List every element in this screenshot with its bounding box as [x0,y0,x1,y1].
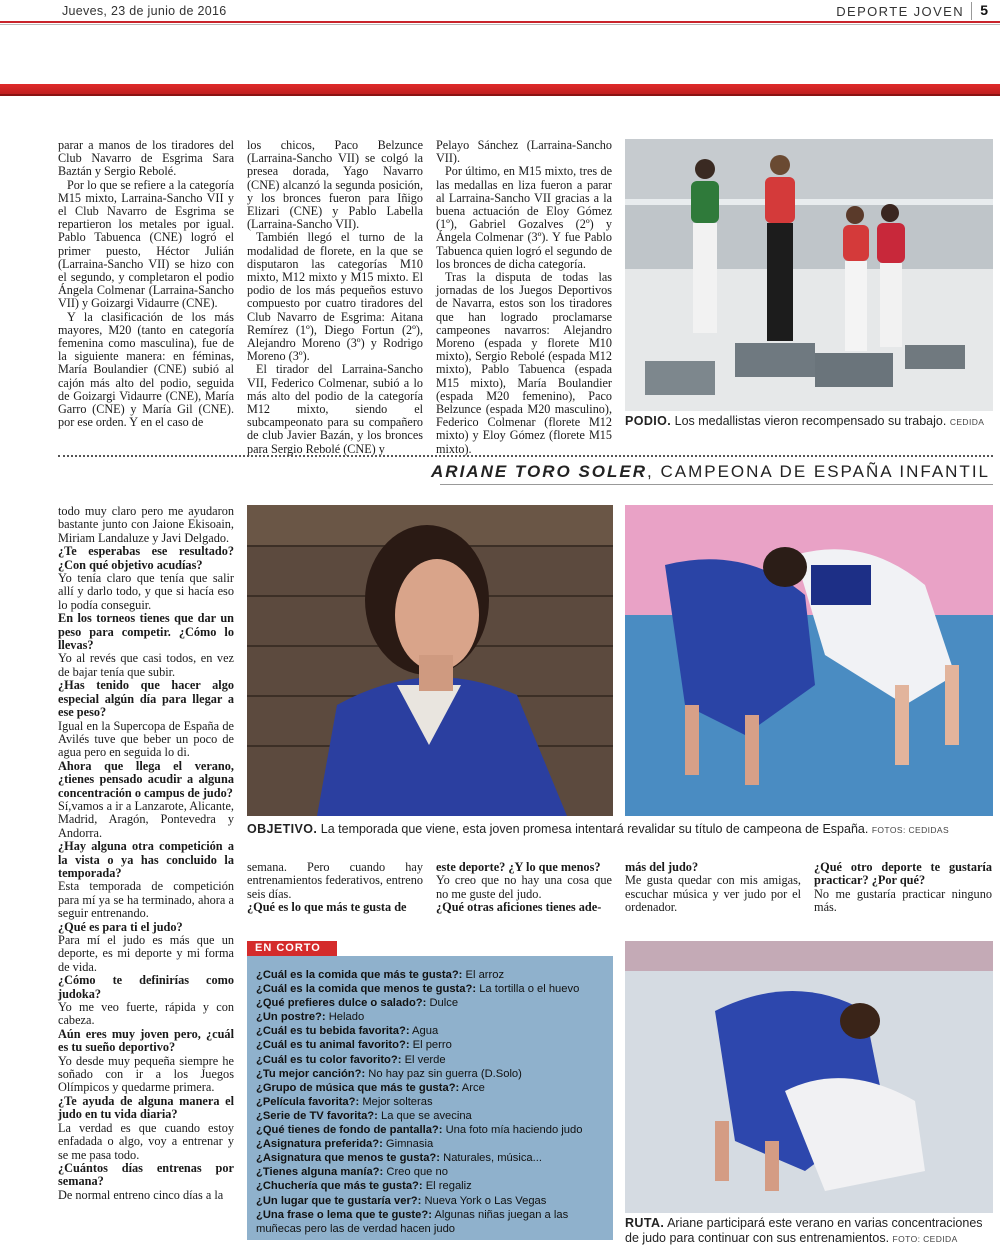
portrait-photo [247,505,613,816]
en-corto-item [256,1123,605,1137]
page-header [0,0,1000,26]
en-corto-box [247,956,613,1240]
interview-question: ¿Qué otro deporte te gustaría practicar? ¿Por qué? [814,860,992,888]
podium-photo [625,139,993,411]
en-corto-question: ¿Tu mejor canción?: [256,1067,366,1080]
en-corto-item [256,982,605,996]
en-corto-question: ¿Una frase o lema que te guste?: [256,1208,432,1221]
en-corto-item [256,1095,605,1109]
caption-label: OBJETIVO. [247,822,318,836]
caption-text: Ariane participará este verano en varias concentraciones de judo para continuar con sus entrenamientos. [625,1216,983,1245]
headline-subtitle: , CAMPEONA DE ESPAÑA INFANTIL [647,462,990,481]
en-corto-answer: El verde [404,1053,446,1066]
interview-column-1 [58,505,234,1202]
ruta-caption [625,1216,993,1246]
paragraph: Tras la disputa de todas las jornadas de los Juegos Deportivos de Navarra, estos son los tiradores que han logrado proclamarse campeones navarros: Alejandro Moreno (espada y florete M10 mixto), Sergio Rebolé (espada M12 mixto), Pablo Tabuenca (espada M15 mixto), María Boulandier (espada M20 femenino), Paco Belzunce (espada M20 masculino), Federico Colmenar (florete M12 mixto) y Eloy Gómez (florete M15 mixto). [436,270,612,456]
interview-question: Ahora que llega el verano, ¿tienes pensado acudir a alguna concentración o campus de judo? [58,758,234,800]
en-corto-question: ¿Un lugar que te gustaría ver?: [256,1194,422,1207]
interview-answer: Yo al revés que casi todos, en vez de bajar tenía que subir. [58,651,234,679]
header-rule-thin [0,24,1000,25]
interview-answer: Igual en la Supercopa de España de Avilés tuve que beber un poco de agua pero en seguida lo di. [58,718,234,760]
en-corto-item [256,996,605,1010]
en-corto-item [256,1137,605,1151]
en-corto-question: ¿Cuál es tu animal favorito?: [256,1039,410,1052]
paragraph: También llegó el turno de la modalidad de florete, en la que se disputaron las categorías M10 mixto, M12 mixto y M15 mixto. El podio de los más pequeños estuvo compuesto por cuatro tiradores del Club Navarro de Esgrima: Aitana Remírez (1º), Diego Fortun (2º), Alejandro Moreno (3º) y Rodrigo Moreno (3º). [247,230,423,364]
paragraph: Por lo que se refiere a la categoría M15 mixto, Larraina-Sancho VII y el Club Navarro de Esgrima se repartieron los metales por igual. Pablo Tabuenca (CNE) logró el primer puesto, Héctor Julián (Larraina-Sancho VII) se hizo con el segundo, y completaron el podio Ángela Colmenar (Larraina-Sancho VII) y Goizargi Vidaurre (CNE). [58,177,234,311]
interview-column-4 [625,861,801,915]
page-number: 5 [980,2,988,18]
caption-text: La temporada que viene, esta joven promesa intentará revalidar su título de campeona de España. [320,822,869,836]
section-divider [58,455,993,457]
interview-headline [431,462,990,482]
headline-rule [440,484,993,485]
article-column-1 [58,139,234,429]
photo-credit: CEDIDA [949,417,985,427]
en-corto-question: ¿Serie de TV favorita?: [256,1109,378,1122]
paragraph: Y la clasificación de los más mayores, M20 (tanto en categoría femenina como masculina), fue de la siguiente manera: en féminas, María Boulandier (CNE) subió al cajón más alto del podio, seguida de Goizargi Vidaurre (CNE), María Garro (CNE) y María Gil (CNE). por ese orden. Y en el caso de [58,309,234,430]
interview-column-3 [436,861,612,915]
en-corto-question: ¿Asignatura preferida?: [256,1138,383,1151]
interview-answer: Me gusta quedar con mis amigas, escuchar música y ver judo por el ordenador. [625,873,801,915]
en-corto-question: ¿Chuchería que más te gusta?: [256,1180,423,1193]
en-corto-question: ¿Un postre?: [256,1011,326,1024]
en-corto-answer: Mejor solteras [362,1095,433,1108]
paragraph: Pelayo Sánchez (Larraina-Sancho VII). [436,138,612,166]
interview-question: más del judo? [625,860,699,874]
en-corto-item [256,1024,605,1038]
en-corto-title: EN CORTO [247,941,337,956]
interview-question: ¿Qué es lo que más te gusta de [247,900,407,915]
interview-answer: Yo tenía claro que tenía que salir allí y darlo todo, y que si hacía eso lo podía conseguir. [58,571,234,612]
en-corto-question: ¿Película favorita?: [256,1095,360,1108]
en-corto-item [256,1053,605,1067]
interview-question: ¿Hay alguna otra competición a la vista o ya has concluido la temporada? [58,839,234,880]
en-corto-answer: El arroz [465,969,505,981]
en-corto-answer: Arce [461,1081,485,1094]
en-corto-question: ¿Qué prefieres dulce o salado?: [256,997,427,1010]
en-corto-answer: Helado [328,1011,365,1024]
interview-question: En los torneos tienes que dar un peso para competir. ¿Cómo lo llevas? [58,611,234,653]
interview-question: ¿Cómo te definirías como judoka? [58,973,234,1001]
interview-column-2 [247,861,423,915]
en-corto-answer: La tortilla o el huevo [479,983,580,996]
caption-label: RUTA. [625,1216,665,1230]
en-corto-answer: Gimnasia [385,1138,434,1151]
en-corto-answer: Naturales, música... [443,1152,542,1165]
photo-credit: FOTO: CEDIDA [892,1234,958,1244]
issue-date: Jueves, 23 de junio de 2016 [62,4,227,18]
en-corto-answer: La que se avecina [380,1109,472,1122]
header-rule [0,21,1000,23]
section-title: DEPORTE JOVEN [836,4,964,19]
en-corto-item [256,1179,605,1193]
interview-answer: La verdad es que cuando estoy enfadada o algo, voy a entrenar y se me pasa todo. [58,1120,234,1162]
interview-answer: Yo me veo fuerte, rápida y con cabeza. [58,1000,234,1028]
paragraph: El tirador del Larraina-Sancho VII, Federico Colmenar, subió a lo más alto del podio de la categoría M12 mixto, siendo el subcampeonato para su compañero de club Javier Bazán, y los bronces para Sergio Rebolé (CNE) y [247,362,423,456]
interview-question: ¿Cuántos días entrenas por semana? [58,1160,234,1189]
article-column-2 [247,139,423,456]
en-corto-answer: El perro [412,1039,452,1052]
paragraph: Por último, en M15 mixto, tres de las medallas en liza fueron a parar al Larraina-Sancho VII gracias a la buena actuación de Eloy Gómez (1º), Gabriel Gozalves (2º) y Ángela Colmenar (3º). Y fue Pablo Tabuenca quien logró el segundo de los bronces de dicha categoría. [436,164,612,271]
caption-text: Los medallistas vieron recompensado su trabajo. [674,414,947,428]
caption-label: PODIO. [625,414,672,428]
header-separator [971,2,972,20]
interview-question: ¿Has tenido que hacer algo especial algún día para llegar a ese peso? [58,678,234,720]
en-corto-item [256,1081,605,1095]
article-column-3 [436,139,612,456]
red-band [0,84,1000,96]
photo-credit: FOTOS: CEDIDAS [871,825,950,835]
objetivo-caption [247,822,993,836]
en-corto-item [256,968,605,982]
en-corto-answer: Una foto mía haciendo judo [445,1124,583,1137]
paragraph: los chicos, Paco Belzunce (Larraina-Sancho VII) se colgó la presea dorada, Yago Navarro (CNE) alcanzó la segunda posición, y los bronces fueron para Iñigo Elizari (CNE) y Pablo Labella (Larraina-Sancho VII). [247,138,423,232]
paragraph: parar a manos de los tiradores del Club Navarro de Esgrima Sara Baztán y Sergio Rebolé. [58,138,234,179]
en-corto-item [256,1067,605,1081]
interview-question: ¿Qué es para ti el judo? [58,919,183,934]
interview-answer: todo muy claro pero me ayudaron bastante junto con Jaione Ekisoain, Miriam Landaluze y Javi Delgado. [58,504,234,545]
en-corto-answer: Agua [412,1025,439,1038]
en-corto-answer: Algunas niñas juegan a las muñecas pero las de verdad hacen judo [256,1208,569,1235]
interview-column-5 [814,861,992,915]
en-corto-answer: Creo que no [386,1166,448,1179]
en-corto-answer: Dulce [429,997,459,1010]
en-corto-answer: No hay paz sin guerra (D.Solo) [368,1067,522,1080]
interview-question: ¿Te esperabas ese resultado? ¿Con qué objetivo acudías? [58,544,234,572]
podium-caption [625,414,993,428]
interview-question: ¿Te ayuda de alguna manera el judo en tu vida diaria? [58,1093,234,1122]
en-corto-answer: El regaliz [425,1180,472,1193]
en-corto-question: ¿Qué tienes de fondo de pantalla?: [256,1124,443,1137]
interview-question: este deporte? ¿Y lo que menos? [436,860,601,874]
interview-answer: De normal entreno cinco días a la [58,1187,224,1202]
en-corto-item [256,1194,605,1208]
interview-question: ¿Qué otras aficiones tienes ade- [436,900,602,915]
en-corto-item [256,1165,605,1179]
en-corto-item [256,1010,605,1024]
en-corto-question: ¿Tienes alguna manía?: [256,1166,384,1179]
en-corto-question: ¿Asignatura que menos te gusta?: [256,1152,440,1165]
en-corto-answer: Nueva York o Las Vegas [424,1194,547,1207]
interview-answer: No me gustaría practicar ninguno más. [814,886,992,915]
en-corto-question: ¿Cuál es tu bebida favorita?: [256,1025,410,1038]
en-corto-question: ¿Cuál es la comida que menos te gusta?: [256,983,477,996]
interview-answer: Yo creo que no hay una cosa que no me guste del judo. [436,873,612,901]
judo-fight-photo [625,505,993,816]
interview-question: Aún eres muy joven pero, ¿cuál es tu sueño deportivo? [58,1026,234,1055]
interview-answer: Sí,vamos a ir a Lanzarote, Alicante, Madrid, Aragón, Pontevedra y Andorra. [58,798,234,840]
en-corto-item [256,1109,605,1123]
interview-answer: semana. Pero cuando hay entrenamientos federativos, entreno seis días. [247,860,423,901]
en-corto-item [256,1038,605,1052]
en-corto-item [256,1208,605,1236]
interview-answer: Esta temporada de competición para mí ya se ha terminado, ahora a seguir entrenando. [58,879,234,921]
en-corto-question: ¿Grupo de música que más te gusta?: [256,1081,460,1094]
en-corto-question: ¿Cuál es la comida que más te gusta?: [256,969,463,981]
en-corto-question: ¿Cuál es tu color favorito?: [256,1053,402,1066]
interview-answer: Para mí el judo es más que un deporte, es mi deporte y mi forma de vida. [58,933,234,974]
interview-answer: Yo desde muy pequeña siempre he soñado con ir a los Juegos Olímpicos y quedarme primera. [58,1053,234,1095]
headline-name: ARIANE TORO SOLER [431,462,648,481]
judo-ground-photo [625,941,993,1213]
en-corto-item [256,1151,605,1165]
